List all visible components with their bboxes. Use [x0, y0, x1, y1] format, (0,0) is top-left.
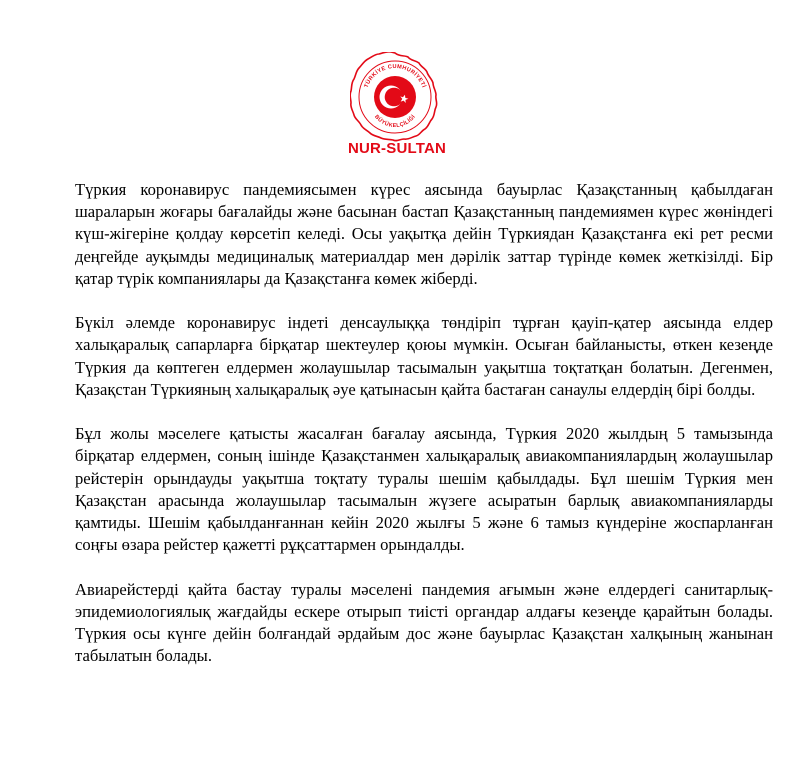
seal-text-top: TÜRKİYE CUMHURİYETİ [363, 63, 427, 89]
document-body [75, 179, 773, 690]
embassy-seal-icon [350, 52, 440, 142]
paragraph-3: Бұл жолы мәселеге қатысты жасалған бағалау аясында, Түркия 2020 жылдың 5 тамызында бірқатар елдермен, соның ішінде Қазақстанмен халықаралық авиакомпаниялардың жолаушылар рейстерін орындауды уақытша тоқтату туралы шешім қабылдады. Бұл шешім Түркия мен Қазақстан арасында жолаушылар тасымалын жүзеге асыратын барлық авиакомпанияларды қамтиды. Шешім қабылданғаннан кейін 2020 жылғы 5 және 6 тамыз күндеріне жоспарланған соңғы өзара рейстер қажетті рұқсаттармен орындалды. [75, 424, 773, 555]
embassy-city-name: NUR-SULTAN [347, 140, 447, 157]
crescent-cut [385, 88, 404, 107]
paragraph-4: Авиарейстерді қайта бастау туралы мәселені пандемия ағымын және елдердегі санитарлық-эпидемиологиялық жағдайды ескере отырып тиісті органдар алдағы кезеңде қарайтын болады. Түркия осы күнге дейін болғандай әрдайым дос және бауырлас Қазақстан халқының жанынан табылатын болады. [75, 579, 773, 666]
letterhead [0, 40, 794, 165]
seal-text-bottom: BÜYÜKELÇİLİĞİ [373, 113, 417, 130]
paragraph-1: Түркия коронавирус пандемиясымен күрес аясында бауырлас Қазақстанның қабылдаған шараларын жоғары бағалайды және басынан бастап Қазақстанның пандемиямен күрес жөніндегі күш-жігеріне қолдау көрсетіп келеді. Осы уақытқа дейін Түркиядан Қазақстанға екі рет ресми деңгейде ауқымды медициналық материалдар мен дәрілік заттар түрінде көмек жеткізілді. Бір қатар түрік компаниялары да Қазақстанға көмек жіберді. [75, 180, 773, 288]
paragraph-2: Бүкіл әлемде коронавирус індеті денсаулыққа төндіріп тұрған қауіп-қатер аясында елдер халықаралық сапарларға бірқатар шектеулер қоюы мүмкін. Осыған байланысты, өткен кезеңде Түркия да көптеген елдермен жолаушылар тасымалын уақытша тоқтатқан болатын. Дегенмен, Қазақстан Түркияның халықаралық әуе қатынасын қайта бастаған санаулы елдердің бірі болды. [75, 313, 773, 399]
seal-graphic [350, 52, 440, 142]
